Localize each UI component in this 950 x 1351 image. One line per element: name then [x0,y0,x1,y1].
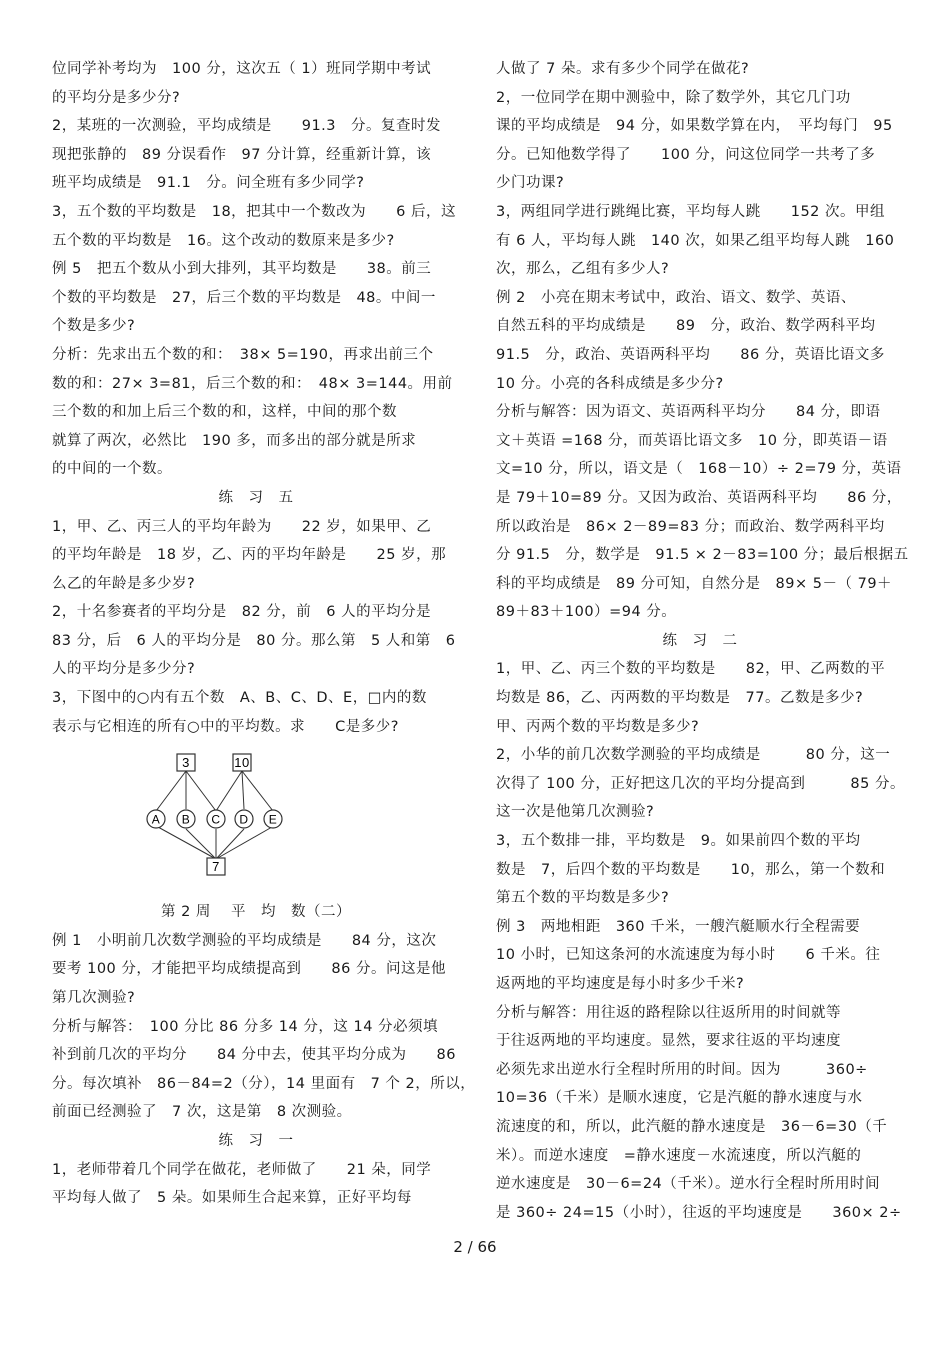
text-line: 班平均成绩是 91.1 分。问全班有多少同学? [52,175,365,192]
text-line: 逆水速度是 30－6=24（千米）。逆水行全程时所用时间 [496,1176,881,1193]
text-line: 的平均年龄是 18 岁，乙、丙的平均年龄是 25 岁，那 [52,547,447,564]
text-line: 所以政治是 86× 2－89=83 分；而政治、数学两科平均 [496,518,885,535]
text-line: 分析与解答：用往返的路程除以往返所用的时间就等 [496,1004,841,1021]
text-line: 1，甲、乙、丙三个数的平均数是 82，甲、乙两数的平 [496,661,886,678]
circle-a [147,810,165,828]
top-box-right-label: 10 [234,755,250,771]
text-line: 自然五科的平均成绩是 89 分，政治、数学两科平均 [496,318,876,335]
text-line: 10=36（千米）是顺水速度，它是汽艇的静水速度与水 [496,1090,863,1107]
circle-c [207,810,225,828]
text-line: 2，十名参赛者的平均分是 82 分，前 6 人的平均分是 [52,604,432,621]
text-line: 1，甲、乙、丙三人的平均年龄为 22 岁，如果甲、乙 [52,518,432,535]
text-line: 数是 7，后四个数的平均数是 10，那么，第一个数和 [496,861,886,878]
text-line: 的平均分是多少分? [52,89,181,106]
circle-a-label: A [151,812,161,827]
left-text-top [52,55,460,741]
top-box-right [233,754,251,771]
page-number: 2 / 66 [453,1238,497,1256]
text-line: 分析：先求出五个数的和： 38× 5=190，再求出前三个 [52,346,434,363]
text-line: 三个数的和加上后三个数的和，这样，中间的那个数 [52,404,397,421]
circle-b [177,810,195,828]
text-line: 课的平均成绩是 94 分，如果数学算在内， 平均每门 95 [496,118,893,135]
text-line: 91.5 分，政治、英语两科平均 86 分，英语比语文多 [496,346,885,363]
left-column [52,55,476,1213]
text-line: 要考 100 分，才能把平均成绩提高到 86 分。问这是他 [52,961,446,978]
text-line: 10 小时，已知这条河的水流速度为每小时 6 千米。往 [496,947,881,964]
text-line: 甲、丙两个数的平均数是多少? [496,718,700,735]
circle-d [235,810,253,828]
text-line: 五个数的平均数是 16。这个改动的数原来是多少? [52,232,395,249]
section-heading: 第 2 周 平 均 数（二） [160,904,352,921]
text-line: 分析与解答： 100 分比 86 分多 14 分，这 14 分必须填 [52,1018,439,1035]
section-heading: 练 习 五 [218,489,294,506]
circle-e-label: E [268,812,278,827]
text-line: 表示与它相连的所有○中的平均数。求 C是多少? [52,718,399,735]
text-line: 文＋英语 =168 分，而英语比语文多 10 分，即英语－语 [496,432,888,449]
text-line: 人的平均分是多少分? [52,661,196,678]
section-heading: 练 习 一 [218,1133,294,1149]
text-line: 科的平均成绩是 89 分可知，自然分是 89× 5－（ 79＋ [496,575,893,592]
text-line: 于往返两地的平均速度。显然，要求往返的平均速度 [496,1033,841,1050]
text-line: 1，老师带着几个同学在做花，老师做了 21 朵，同学 [52,1161,432,1178]
text-line: 个数是多少? [52,318,136,335]
text-line: 数的和：27× 3=81，后三个数的和： 48× 3=144。用前 [52,375,453,392]
text-line: 3，五个数排一排，平均数是 9。如果前四个数的平均 [496,833,861,850]
text-line: 文=10 分，所以，语文是（ 168－10）÷ 2=79 分，英语 [496,461,902,478]
text-line: 的中间的一个数。 [52,461,172,478]
text-line: 10 分。小亮的各科成绩是多少分? [496,375,724,392]
text-line: 均数是 86，乙、丙两数的平均数是 77。乙数是多少? [496,690,864,707]
top-box-left-label: 3 [182,755,190,771]
text-line: 补到前几次的平均分 84 分中去，使其平均分成为 86 [52,1047,457,1064]
text-line: 位同学补考均为 100 分，这次五（ 1）班同学期中考试 [52,61,432,77]
circle-c-label: C [211,812,221,827]
text-line: 2，一位同学在期中测验中，除了数学外，其它几门功 [496,89,851,106]
text-line: 3，下图中的○内有五个数 A、B、C、D、E，□内的数 [52,690,427,707]
text-line: 例 1 小明前几次数学测验的平均成绩是 84 分，这次 [52,932,437,949]
text-line: 分。每次填补 86－84=2（分），14 里面有 7 个 2，所以， [52,1075,476,1092]
text-line: 现把张静的 89 分误看作 97 分计算，经重新计算，该 [52,146,432,163]
text-line: 流速度的和，所以，此汽艇的静水速度是 36－6=30（千 [496,1118,888,1135]
text-line: 米）。而逆水速度 =静水速度－水流速度，所以汽艇的 [496,1147,862,1164]
text-line: 分析与解答：因为语文、英语两科平均分 84 分，即语 [496,404,881,421]
text-line: 次，那么，乙组有多少人? [496,261,670,278]
text-line: 个数的平均数是 27，后三个数的平均数是 48。中间一 [52,289,436,306]
text-line: 是 360÷ 24=15（小时），往返的平均速度是 360× 2÷ [496,1204,902,1221]
text-line: 第五个数的平均数是多少? [496,890,670,907]
text-line: 就算了两次，必然比 190 多，而多出的部分就是所求 [52,432,417,449]
text-line: 3，五个数的平均数是 18，把其中一个数改为 6 后，这 [52,203,457,220]
bottom-box [207,858,225,875]
text-line: 例 5 把五个数从小到大排列，其平均数是 38。前三 [52,261,432,278]
text-line: 3，两组同学进行跳绳比赛，平均每人跳 152 次。甲组 [496,203,886,220]
bottom-box-label: 7 [212,859,220,875]
text-line: 必须先求出逆水行全程时所用的时间。因为 360÷ [496,1061,868,1078]
text-line: 返两地的平均速度是每小时多少千米? [496,976,745,992]
text-line: 第几次测验? [52,990,136,1007]
text-line: 么乙的年龄是多少岁? [52,575,196,592]
circle-b-label: B [181,812,191,827]
text-line: 是 79＋10=89 分。又因为政治、英语两科平均 86 分， [496,489,902,506]
section-heading: 练 习 二 [662,632,738,649]
right-column [496,55,909,1227]
text-line: 2，某班的一次测验，平均成绩是 91.3 分。复查时发 [52,118,442,135]
circle-d-label: D [239,812,249,827]
text-line: 人做了 7 朵。求有多少个同学在做花? [496,61,750,77]
text-line: 平均每人做了 5 朵。如果师生合起来算，正好平均每 [52,1190,412,1207]
text-line: 例 2 小亮在期末考试中，政治、语文、数学、英语、 [496,289,856,306]
text-line: 例 3 两地相距 360 千米，一艘汽艇顺水行全程需要 [496,918,861,935]
text-line: 2，小华的前几次数学测验的平均成绩是 80 分，这一 [496,747,891,764]
text-line: 次得了 100 分，正好把这几次的平均分提高到 85 分。 [496,775,905,792]
text-line: 有 6 人，平均每人跳 140 次，如果乙组平均每人跳 160 [496,232,895,249]
text-line: 分 91.5 分，数学是 91.5 × 2－83=100 分；最后根据五 [496,547,909,564]
text-line: 这一次是他第几次测验? [496,804,655,821]
text-line: 89＋83＋100）=94 分。 [496,604,677,621]
diagram-svg [140,745,360,888]
left-text-bottom [52,898,476,1213]
text-line: 前面已经测验了 7 次，这是第 8 次测验。 [52,1104,352,1121]
text-line: 83 分，后 6 人的平均分是 80 分。那么第 5 人和第 6 [52,632,456,649]
circle-e [264,810,282,828]
average-diagram [52,745,460,888]
text-line: 分。已知他数学得了 100 分，问这位同学一共考了多 [496,146,876,163]
top-box-left [177,754,195,771]
text-line: 少门功课? [496,175,565,192]
